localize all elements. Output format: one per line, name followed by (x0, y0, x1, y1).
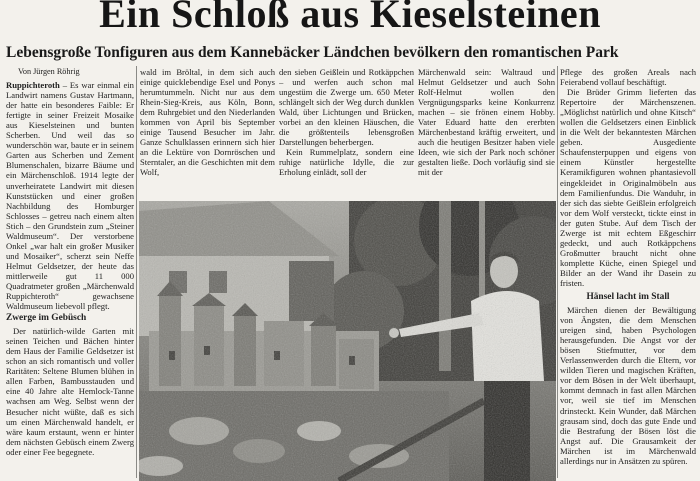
article-column-5 (560, 67, 696, 481)
article-paragraph: den sieben Geißlein und Rotkäppchen – und werfen auch schon mal ungestüm die Zwerge um. 650 Meter schlängelt sich der Weg durch dunklen Wald, über Lichtungen und Brücken, vorbei an den kleinen Häuschen, die die größtenteils lebensgroßen Darstellungen beherbergen. (279, 67, 414, 148)
article-paragraph: Kein Rummelplatz, sondern eine ruhige natürliche Idylle, die zur Erholung einlädt, soll der (279, 147, 414, 178)
subheadline: Lebensgroße Tonfiguren aus dem Kannebäcker Ländchen bevölkern den romantischen Park (6, 44, 619, 61)
article-paragraph (6, 80, 134, 311)
article-paragraph: Pflege des großen Areals nach Feierabend vollauf beschäftigt. (560, 67, 696, 88)
article-paragraph: Die Brüder Grimm lieferten das Repertoire der Märchenszenen. „Möglichst natürlich und ohne Kitsch“ wollen die Geldsetzers einen Einblick in die Welt der bekanntesten Märchen geben. Ausgediente Schaufensterpuppen und eigens von einem Künstler hergestellte Keramikfiguren wohnen phantasievoll eingekleidet in Originalmöbeln aus dem Familienfundus. Die Wanduhr, in der sich das siebte Geißlein erfolgreich vor dem Wolf versteckt, tickte einst in der guten Stube. Auf dem Tisch der Zwerge ist mit echtem Eßgeschirr gedeckt, und auch Rotkäppchens Großmutter braucht nicht ohne komplette Küche, einen Spiegel und Bilder an der Wand ihr Dasein zu fristen. (560, 87, 696, 288)
column-rule (557, 66, 558, 478)
headline: Ein Schloß aus Kieselsteinen (99, 0, 601, 36)
article-column-3 (279, 67, 414, 200)
photo-illustration (139, 201, 556, 481)
column-rule (136, 66, 137, 478)
article-paragraph: wald im Bröltal, in dem sich auch einige quicklebendige Esel und Ponys herumtummeln. Nicht nur aus dem Rhein-Sieg-Kreis, aus Köln, Bonn, dem Ruhrgebiet und den Niederlanden kommen von April bis September einige Tausend Besucher im Jahr. Ganze Schulklassen erinnern sich hier an die Lektüre von Dornröschen und Sterntaler, an die Geschichten mit dem Wolf, (140, 67, 275, 178)
dateline: Ruppichteroth (6, 80, 60, 91)
article-paragraph: Märchen dienen der Bewältigung von Ängsten, die dem Menschen ureigen sind, haben Psychologen herausgefunden. Die Angst vor der bösen Stiefmutter, vor dem Verlassenwerden durch die Eltern, vor wilden Tieren und magischen Kräften, vor dem Bösen in der Welt überhaupt, kommt demnach in fast allen Märchen vor, weil sie tief im Menschen drinsteckt. Kein Wunder, daß Märchen grausam sind, doch das gute Ende und die Bestrafung der Bösen löst die Angst auf. Die Grausamkeit der Märchen ist im Märchenwald allerdings nur in Ansätzen zu spüren. (560, 305, 696, 466)
article-photo (139, 201, 556, 481)
article-column-4 (418, 67, 555, 200)
article-column-2 (140, 67, 275, 200)
section-heading: Hänsel lacht im Stall (586, 292, 670, 303)
paragraph-text: – Es war einmal ein Landwirt namens Gustav Hartmann, der hatte ein besonderes Faible: Er fertigte in seiner Freizeit Mosaike aus Kieselsteinen und bunten Scherben. Und weil das so wunderschön war, baute er in seinem Garten aus Scherben und Zement Blumenschalen, bizarre Bäume und ein Märchenschloß. 1914 legte der unverheiratete Landwirt mit diesen Kunststücken und einer großen Nachbildung des Homburger Schlosses – getreu nach einem alten Stich – den Grundstein zum „Steiner Waldmuseum“. Der verstorbene Onkel „war halt ein großer Musiker und Mosaiker“, scherzt sein Neffe Helmut Geldsetzer, der heute das mittlerweile gut 11 000 Quadratmeter großen „Märchenwald Ruppichteroth“ gewachsene Waldmuseum liebevoll pflegt. (6, 80, 134, 312)
byline: Von Jürgen Röhrig (18, 67, 80, 76)
article-paragraph: Märchenwald sein: Waltraud und Helmut Geldsetzer und auch Sohn Rolf-Helmut wollen den Vergnügungsparks keine Konkurrenz machen – sie frönen einem Hobby. Vater Eduard hatte den ererbten Märchenbestand kräftig erweitert, und auch die heutigen Besitzer haben viele Ideen, wie sich der Park noch schöner gestalten ließe. Doch vorläufig sind sie mit der (418, 67, 555, 178)
section-heading: Zwerge im Gebüsch (6, 313, 87, 324)
article-column-1 (6, 67, 134, 481)
article-paragraph: Der natürlich-wilde Garten mit seinen Teichen und Bächen hinter dem Haus der Familie Geldsetzer ist schon an sich romantisch und voller Raritäten: Seltene Blumen blühen in allen Farben, Bambusstauden und eine 40 Jahre alte Hemlock-Tanne wachsen am Weg. Selbst wenn der Besucher nicht wüßte, daß es sich um einen Märchenwald handelt, er wäre kaum erstaunt, wenn er hinter dem nächsten Gebüsch einem Zwerg oder einer Fee begegnete. (6, 326, 134, 457)
